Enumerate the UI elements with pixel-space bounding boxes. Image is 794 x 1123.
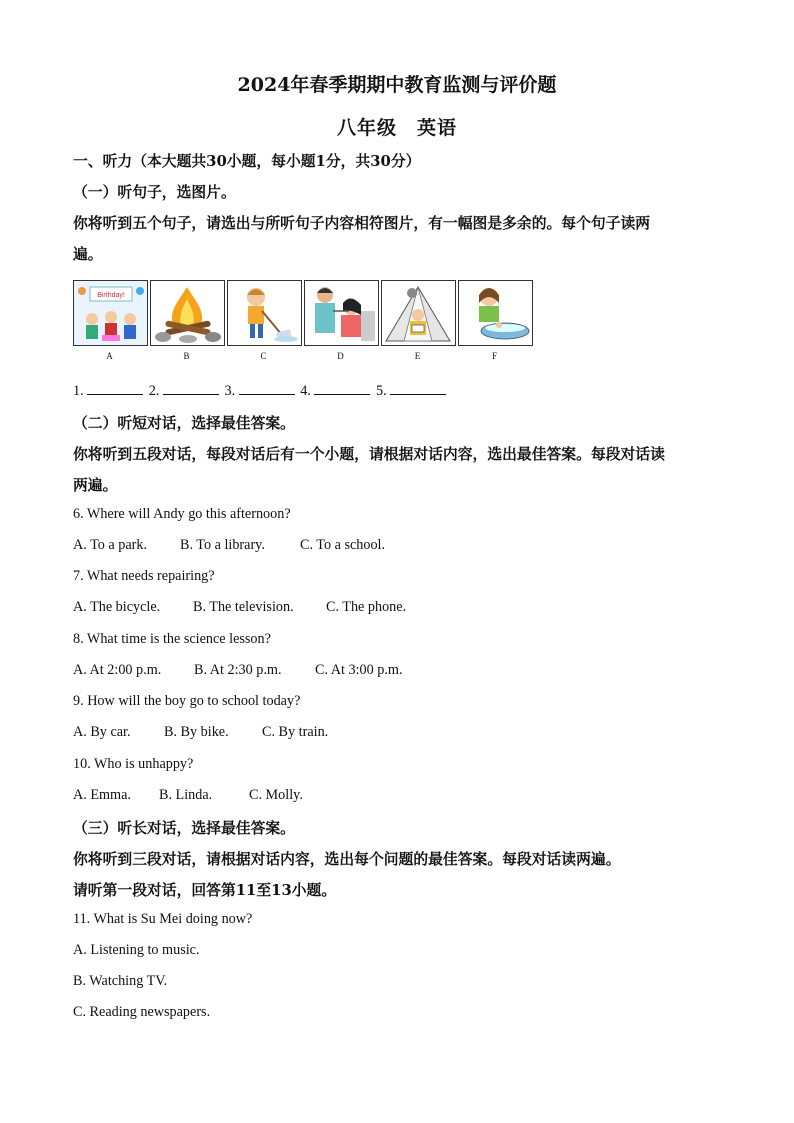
question-10: 10. Who is unhappy? (73, 756, 194, 772)
blank-number-2: 2. (148, 383, 160, 399)
blank-number-4: 4. (300, 383, 311, 399)
dentist-icon (304, 280, 379, 346)
answer-blank-3[interactable] (239, 382, 295, 395)
picture-row (73, 280, 543, 360)
option-a[interactable]: A. Emma. (73, 787, 131, 803)
question-9-options (73, 724, 328, 741)
blank-number-1: 1. (73, 383, 84, 399)
picture-label-a: A (106, 351, 113, 361)
exam-title: 2024年春季期期中教育监测与评价题 (237, 74, 557, 96)
svg-text:Birthday!: Birthday! (97, 292, 125, 299)
section-heading: 一、听力（本大题共30小题，每小题1分，共30分） (73, 153, 421, 170)
question-11-option-b[interactable]: B. Watching TV. (73, 973, 168, 989)
woman-washing-icon (458, 280, 533, 346)
option-a[interactable]: A. By car. (73, 724, 131, 740)
question-11-option-c[interactable]: C. Reading newspapers. (73, 1004, 211, 1020)
option-a[interactable]: A. To a park. (73, 537, 147, 553)
tent-reading-icon (381, 280, 456, 346)
part3-instruction: 你将听到三段对话，请根据对话内容，选出每个问题的最佳答案。每段对话读两遍。 (73, 851, 621, 868)
picture-label-b: B (183, 351, 190, 361)
option-c[interactable]: C. By train. (262, 724, 329, 740)
option-b[interactable]: B. By bike. (164, 724, 229, 740)
option-b[interactable]: B. The television. (193, 599, 294, 615)
picture-label-c: C (260, 351, 267, 361)
option-a[interactable]: A. The bicycle. (73, 599, 161, 615)
option-c[interactable]: C. At 3:00 p.m. (315, 662, 403, 678)
option-c[interactable]: C. Molly. (249, 787, 303, 803)
question-7: 7. What needs repairing? (73, 568, 215, 584)
part3-heading: （三）听长对话，选择最佳答案。 (73, 820, 295, 837)
picture-label-d: D (337, 351, 344, 361)
part1-instruction-line2: 遍。 (73, 246, 103, 263)
exam-subtitle: 八年级 英语 (336, 117, 457, 139)
answer-blank-4[interactable] (314, 382, 370, 395)
question-6: 6. Where will Andy go this afternoon? (73, 506, 291, 522)
part2-instruction-line1: 你将听到五段对话，每段对话后有一个小题，请根据对话内容，选出最佳答案。每段对话读 (73, 446, 665, 463)
option-c[interactable]: C. The phone. (326, 599, 407, 615)
blank-number-5: 5. (375, 383, 387, 399)
question-6-options (73, 537, 385, 554)
part2-instruction-line2: 两遍。 (73, 477, 118, 494)
blank-number-3: 3. (224, 383, 236, 399)
question-11-option-a[interactable]: A. Listening to music. (73, 942, 200, 958)
question-11: 11. What is Su Mei doing now? (73, 911, 253, 927)
question-8: 8. What time is the science lesson? (73, 631, 271, 647)
option-c[interactable]: C. To a school. (300, 537, 386, 553)
part1-instruction-line1: 你将听到五个句子，请选出与所听句子内容相符图片，有一幅图是多余的。每个句子读两 (73, 215, 651, 232)
part3-sub-instruction: 请听第一段对话，回答第11至13小题。 (73, 882, 337, 899)
option-b[interactable]: B. Linda. (159, 787, 213, 803)
answer-blank-1[interactable] (87, 382, 143, 395)
part1-heading: （一）听句子，选图片。 (73, 184, 236, 201)
option-b[interactable]: B. At 2:30 p.m. (194, 662, 282, 678)
picture-label-e: E (414, 351, 421, 361)
question-8-options (73, 662, 403, 679)
option-b[interactable]: B. To a library. (180, 537, 265, 553)
campfire-icon (150, 280, 225, 346)
question-7-options (73, 599, 406, 616)
answer-blanks-row (73, 382, 448, 400)
question-10-options (73, 787, 303, 804)
answer-blank-2[interactable] (163, 382, 219, 395)
birthday-party-icon (73, 280, 148, 346)
picture-label-f: F (491, 351, 497, 361)
answer-blank-5[interactable] (390, 382, 446, 395)
boy-sweeping-icon (227, 280, 302, 346)
part2-heading: （二）听短对话，选择最佳答案。 (73, 415, 295, 432)
option-a[interactable]: A. At 2:00 p.m. (73, 662, 162, 678)
question-9: 9. How will the boy go to school today? (73, 693, 301, 709)
